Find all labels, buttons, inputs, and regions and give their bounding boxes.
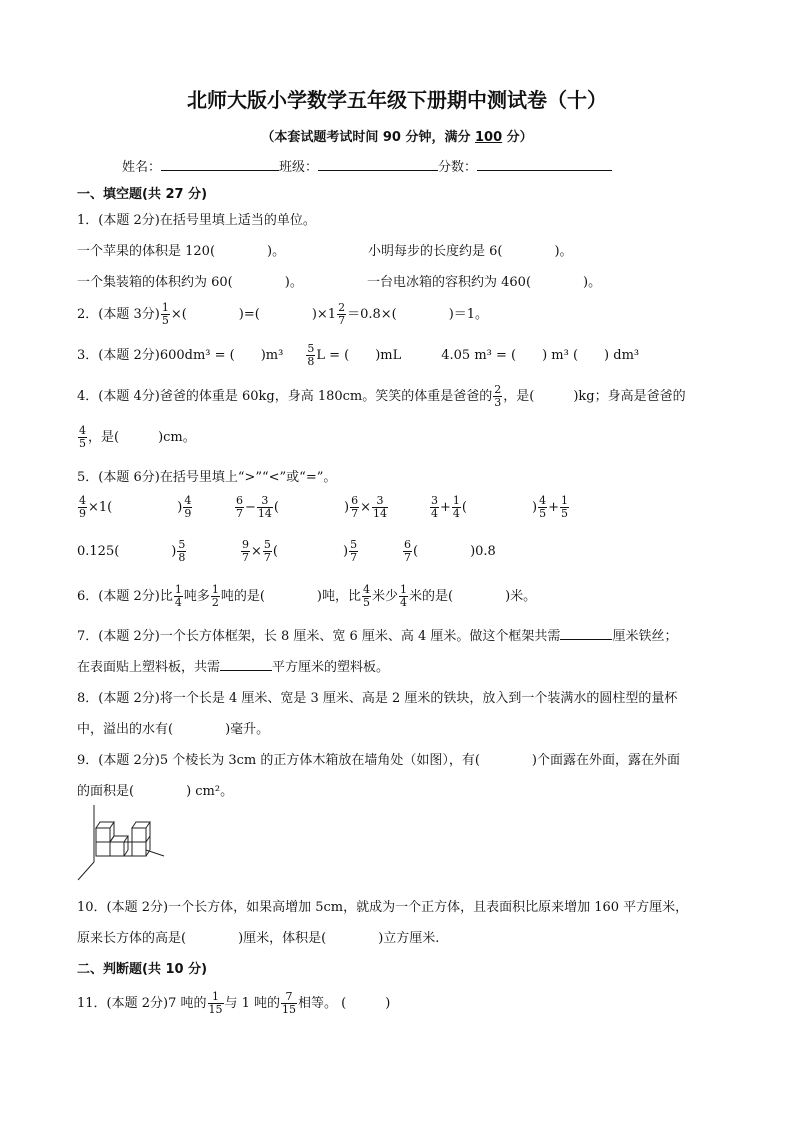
fraction: $\frac{5}{8}$ bbox=[178, 538, 186, 564]
question-2 bbox=[77, 302, 488, 327]
fraction: $\frac{9}{7}$ bbox=[242, 538, 249, 564]
name-field[interactable] bbox=[161, 170, 279, 171]
q2-middle: ×( )=( )×1 bbox=[170, 307, 337, 322]
fraction: $\frac{6}{7}$ bbox=[351, 494, 359, 520]
question-6: 6．(本题 2分)比 $\frac{1}{4}$ 吨多 $\frac{1}{2}$ 吨的是( )吨，比 $\frac{4}{5}$ 米少 $\frac{1}{4}$ 米的是( )米。 bbox=[77, 583, 537, 609]
question-4-line-2: $\frac{4}{5}$ ，是( )cm。 bbox=[79, 424, 196, 450]
score-label: 分数： bbox=[438, 160, 478, 175]
q5-item-6: $\frac{6}{7}$ ( )0.8 bbox=[404, 538, 496, 564]
fraction: $\frac{1}{4}$ bbox=[400, 583, 408, 609]
question-10-line-2: 原来长方体的高是( )厘米，体积是( )立方厘米. bbox=[77, 931, 440, 946]
class-field[interactable] bbox=[318, 170, 438, 171]
answer-blank[interactable] bbox=[560, 639, 612, 640]
cubes-corner-figure bbox=[76, 800, 168, 882]
fraction: $\frac{3}{14}$ bbox=[257, 494, 272, 520]
fraction: $\frac{4}{5}$ bbox=[363, 583, 370, 609]
fraction: $\frac{4}{5}$ bbox=[79, 424, 86, 450]
fraction: $\frac{5}{7}$ bbox=[263, 538, 271, 564]
q5-item-3: $\frac{3}{4}$ + $\frac{1}{4}$ ( ) $\frac{4}{5}$ + $\frac{1}{5}$ bbox=[431, 494, 568, 520]
fraction: $\frac{6}{7}$ bbox=[236, 494, 243, 520]
fraction: $\frac{1}{5}$ bbox=[161, 301, 169, 327]
q3-part-b: L = ( )mL bbox=[316, 348, 402, 363]
question-1b: 小明每步的长度约是 6( )。 bbox=[368, 244, 573, 259]
q5-item-2: $\frac{6}{7}$ − $\frac{3}{14}$ ( ) $\frac{6}{7}$ × $\frac{3}{14}$ bbox=[236, 494, 387, 520]
answer-blank[interactable] bbox=[220, 670, 272, 671]
q3-prefix: 3．(本题 2分) bbox=[77, 348, 160, 363]
q3-part-a: 600dm³ = ( )m³ bbox=[159, 348, 284, 363]
fraction: $\frac{5}{8}$ bbox=[307, 342, 315, 368]
q5-item-1: $\frac{4}{9}$ ×1( ) $\frac{4}{9}$ bbox=[79, 494, 192, 520]
fraction: $\frac{1}{4}$ bbox=[174, 583, 182, 609]
student-info-row bbox=[122, 156, 612, 175]
question-3 bbox=[77, 343, 639, 368]
fraction: $\frac{1}{15}$ bbox=[208, 990, 223, 1016]
section-title-fill-blank: 一、填空题(共 27 分) bbox=[77, 187, 208, 202]
fraction: $\frac{1}{5}$ bbox=[560, 494, 568, 520]
question-7-line-1: 7．(本题 2分)一个长方体框架，长 8 厘米、宽 6 厘米、高 4 厘米。做这个框架共需 厘米铁丝； bbox=[77, 629, 678, 644]
class-label: 班级： bbox=[279, 160, 319, 175]
question-11: 11．(本题 2分)7 吨的 $\frac{1}{15}$ 与 1 吨的 $\frac{7}{15}$ 相等。 ( ) bbox=[77, 990, 391, 1016]
fraction: $\frac{5}{7}$ bbox=[350, 538, 358, 564]
question-8-line-1: 8．(本题 2分)将一个长是 4 厘米、宽是 3 厘米、高是 2 厘米的铁块，放入到一个装满水的圆柱型的量杯 bbox=[77, 691, 678, 706]
fraction: $\frac{6}{7}$ bbox=[404, 538, 411, 564]
fraction: $\frac{4}{9}$ bbox=[184, 494, 192, 520]
question-1c: 一个集装箱的体积约为 60( )。 bbox=[77, 275, 303, 290]
question-7-line-2: 在表面贴上塑料板，共需 平方厘米的塑料板。 bbox=[77, 660, 390, 675]
score-field[interactable] bbox=[477, 170, 612, 171]
question-5-stem: 5．(本题 6分)在括号里填上“>”“<”或“=”。 bbox=[77, 470, 337, 485]
fraction: $\frac{1}{2}$ bbox=[211, 583, 219, 609]
q2-suffix: ＝0.8×( )＝1。 bbox=[347, 307, 489, 322]
question-9-line-2: 的面积是( ) cm²。 bbox=[77, 784, 234, 799]
fraction: $\frac{4}{9}$ bbox=[79, 494, 86, 520]
question-1a: 一个苹果的体积是 120( )。 bbox=[77, 244, 286, 259]
subtitle-pre: （本套试题考试时间 90 分钟，满分 bbox=[261, 130, 471, 145]
fraction: $\frac{2}{3}$ bbox=[494, 383, 502, 409]
page-title: 北师大版小学数学五年级下册期中测试卷（十） bbox=[187, 88, 607, 112]
question-10-line-1: 10．(本题 2分)一个长方体，如果高增加 5cm，就成为一个正方体，且表面积比原来增加 160 平方厘米， bbox=[77, 900, 689, 915]
fraction: $\frac{3}{14}$ bbox=[372, 494, 387, 520]
q2-prefix: 2．(本题 3分) bbox=[77, 307, 160, 322]
fraction: $\frac{1}{4}$ bbox=[452, 494, 460, 520]
question-1-stem: 1．(本题 2分)在括号里填上适当的单位。 bbox=[77, 213, 316, 228]
question-8-line-2: 中，溢出的水有( )毫升。 bbox=[77, 722, 270, 737]
q3-part-c: 4.05 m³ = ( ) m³ ( ) dm³ bbox=[441, 348, 640, 363]
question-4-line-1: 4．(本题 4分)爸爸的体重是 60kg，身高 180cm。笑笑的体重是爸爸的 $\frac{2}{3}$ ，是( )kg；身高是爸爸的 bbox=[77, 383, 686, 409]
exam-subtitle bbox=[0, 126, 794, 145]
subtitle-post: 分） bbox=[506, 130, 533, 145]
fraction: $\frac{4}{5}$ bbox=[539, 494, 547, 520]
fraction: $\frac{7}{15}$ bbox=[282, 990, 297, 1016]
q5-item-4: 0.125( ) $\frac{5}{8}$ bbox=[77, 538, 186, 564]
question-1d: 一台电冰箱的容积约为 460( )。 bbox=[367, 275, 602, 290]
q5-item-5: $\frac{9}{7}$ × $\frac{5}{7}$ ( ) $\frac{5}{7}$ bbox=[242, 538, 358, 564]
fraction: $\frac{2}{7}$ bbox=[338, 301, 346, 327]
name-label: 姓名： bbox=[122, 160, 162, 175]
fraction: $\frac{3}{4}$ bbox=[431, 494, 438, 520]
question-9-line-1: 9．(本题 2分)5 个棱长为 3cm 的正方体木箱放在墙角处（如图），有( )个面露在外面，露在外面 bbox=[77, 753, 681, 768]
full-score: 100 bbox=[475, 130, 503, 145]
section-title-true-false: 二、判断题(共 10 分) bbox=[77, 962, 208, 977]
